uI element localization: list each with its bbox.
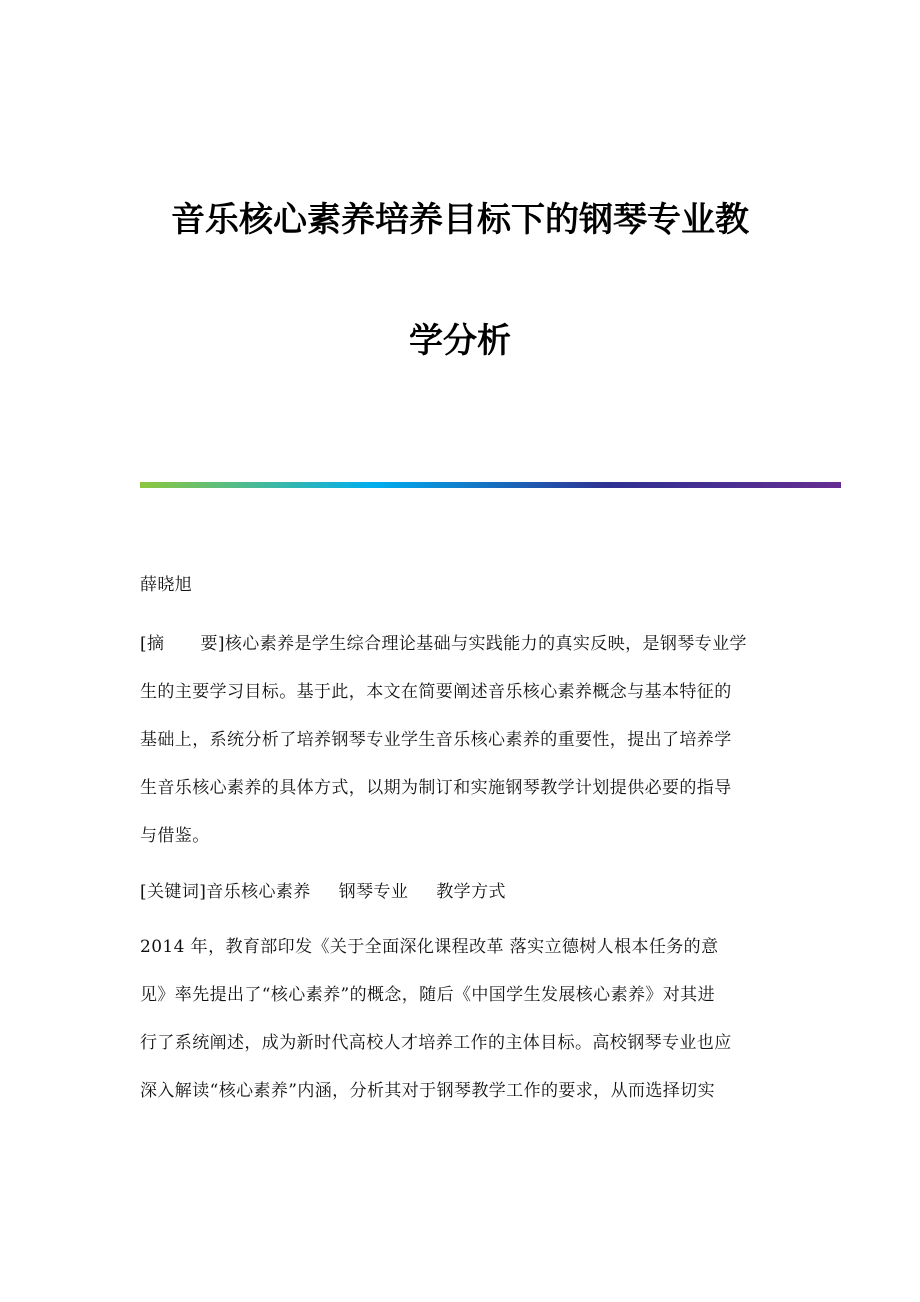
keywords-line [140, 868, 506, 916]
title-divider [140, 482, 841, 488]
paper-title-line-2: 学分析 [409, 321, 511, 361]
keyword: 钢琴专业 [338, 882, 409, 902]
abstract-line: 与借鉴。 [140, 826, 210, 846]
body-line: 见》率先提出了“核心素养”的概念，随后《中国学生发展核心素养》对其进 [140, 985, 715, 1005]
keyword: 教学方式 [436, 882, 506, 902]
author-name: 薛晓旭 [140, 575, 193, 595]
body-line: 行了系统阐述，成为新时代高校人才培养工作的主体目标。高校钢琴专业也应 [140, 1033, 732, 1053]
body-line: 深入解读“核心素养”内涵，分析其对于钢琴教学工作的要求，从而选择切实 [140, 1081, 715, 1101]
paper-title-line-1: 音乐核心素养培养目标下的钢琴专业教 [171, 200, 749, 240]
abstract-line: 基础上，系统分析了培养钢琴专业学生音乐核心素养的重要性，提出了培养学 [140, 730, 732, 750]
abstract-text: 核心素养是学生综合理论基础与实践能力的真实反映，是钢琴专业学 [224, 634, 747, 654]
abstract-line: 生音乐核心素养的具体方式，以期为制订和实施钢琴教学计划提供必要的指导 [140, 778, 732, 798]
abstract-line [140, 620, 747, 668]
keywords-label: [关键词] [140, 882, 207, 902]
abstract-label-open: [摘 [140, 634, 165, 654]
abstract-label-close: 要] [200, 634, 225, 654]
abstract-line: 生的主要学习目标。基于此，本文在简要阐述音乐核心素养概念与基本特征的 [140, 682, 732, 702]
body-line: 2014 年，教育部印发《关于全面深化课程改革 落实立德树人根本任务的意 [140, 937, 719, 957]
keyword: 音乐核心素养 [206, 882, 311, 902]
